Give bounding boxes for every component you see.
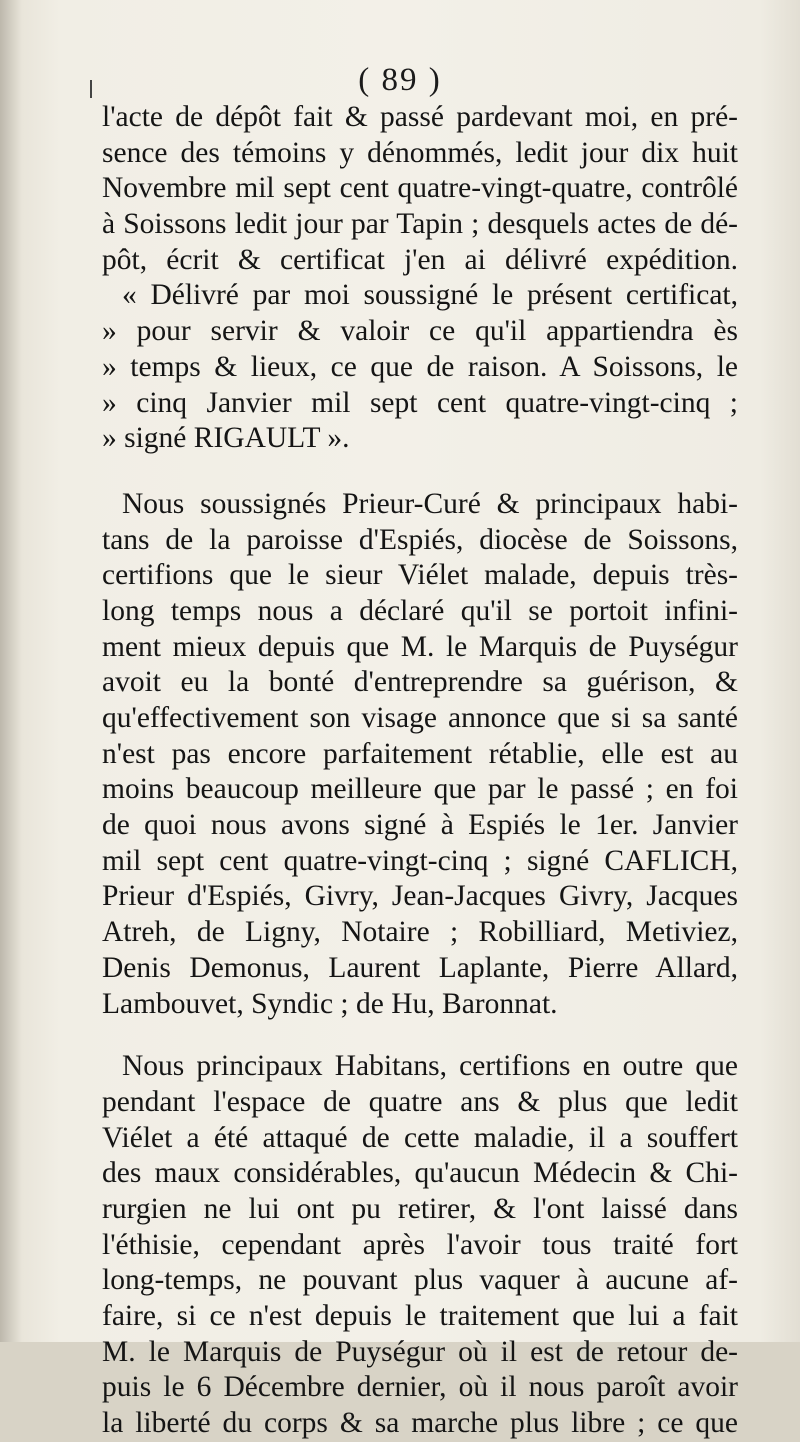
text-line: avoit eu la bonté d'entreprendre sa guérison, & — [102, 666, 738, 699]
text-line: mil sept cent quatre-vingt-cinq ; signé CAFLICH, — [102, 844, 738, 877]
text-line: n'est pas encore parfaitement rétablie, elle est au — [102, 737, 738, 770]
text-line: long-temps, ne pouvant plus vaquer à aucune af- — [102, 1264, 738, 1297]
text-line: qu'effectivement son visage annonce que si sa santé — [102, 702, 738, 734]
text-line: Atreh, de Ligny, Notaire ; Robilliard, Metiviez, — [102, 916, 738, 949]
text-line: rurgien ne lui ont pu retirer, & l'ont laissé dans — [102, 1192, 738, 1225]
text-line: Viélet a été attaqué de cette maladie, il a souffert — [102, 1121, 738, 1154]
text-line: » pour servir & valoir ce qu'il appartiendra ès — [102, 315, 738, 348]
text-line: Nous soussignés Prieur-Curé & principaux habi- — [122, 487, 738, 520]
text-line: l'éthisie, cependant après l'avoir tous traité fort — [102, 1228, 738, 1261]
text-line: certifions que le sieur Viélet malade, depuis très- — [102, 559, 738, 592]
text-line: Prieur d'Espiés, Givry, Jean-Jacques Givry, Jacques — [102, 880, 738, 913]
text-line: sence des témoins y dénommés, ledit jour dix huit — [102, 136, 738, 169]
text-line: pôt, écrit & certificat j'en ai délivré expédition. — [102, 243, 738, 276]
text-line: M. le Marquis de Puységur où il est de retour de- — [102, 1335, 738, 1368]
text-line: la liberté du corps & sa marche plus libre ; ce que — [102, 1407, 738, 1440]
text-line: puis le 6 Décembre dernier, où il nous paroît avoir — [102, 1371, 738, 1404]
text-line: Nous principaux Habitans, certifions en outre que — [122, 1050, 738, 1083]
page-text — [102, 100, 738, 1442]
text-line: » temps & lieux, ce que de raison. A Soissons, le — [102, 350, 738, 383]
text-line: Novembre mil sept cent quatre-vingt-quatre, contrôlé — [102, 172, 738, 205]
page-number: ( 89 ) — [358, 62, 442, 98]
text-line: ment mieux depuis que M. le Marquis de Puységur — [102, 630, 738, 663]
text-line: faire, si ce n'est depuis le traitement que lui a fait — [102, 1300, 738, 1332]
text-line: l'acte de dépôt fait & passé pardevant moi, en pré- — [102, 101, 738, 133]
text-line: moins beaucoup meilleure que par le passé ; en foi — [102, 773, 738, 806]
text-line: à Soissons ledit jour par Tapin ; desquels actes de dé- — [102, 208, 738, 241]
text-line: pendant l'espace de quatre ans & plus que ledit — [102, 1085, 738, 1118]
text-line: » signé RIGAULT ». — [102, 422, 350, 455]
text-line: « Délivré par moi soussigné le présent certificat, — [122, 279, 738, 312]
text-line: long temps nous a déclaré qu'il se portoit infini- — [102, 594, 738, 627]
text-line: » cinq Janvier mil sept cent quatre-vingt-cinq ; — [102, 386, 738, 419]
text-line: Lambouvet, Syndic ; de Hu, Baronnat. — [102, 987, 558, 1020]
text-line: des maux considérables, qu'aucun Médecin & Chi- — [102, 1157, 738, 1190]
text-line: de quoi nous avons signé à Espiés le 1er. Janvier — [102, 809, 738, 842]
text-line: Denis Demonus, Laurent Laplante, Pierre Allard, — [102, 951, 738, 984]
text-line: tans de la paroisse d'Espiés, diocèse de Soissons, — [102, 523, 738, 556]
